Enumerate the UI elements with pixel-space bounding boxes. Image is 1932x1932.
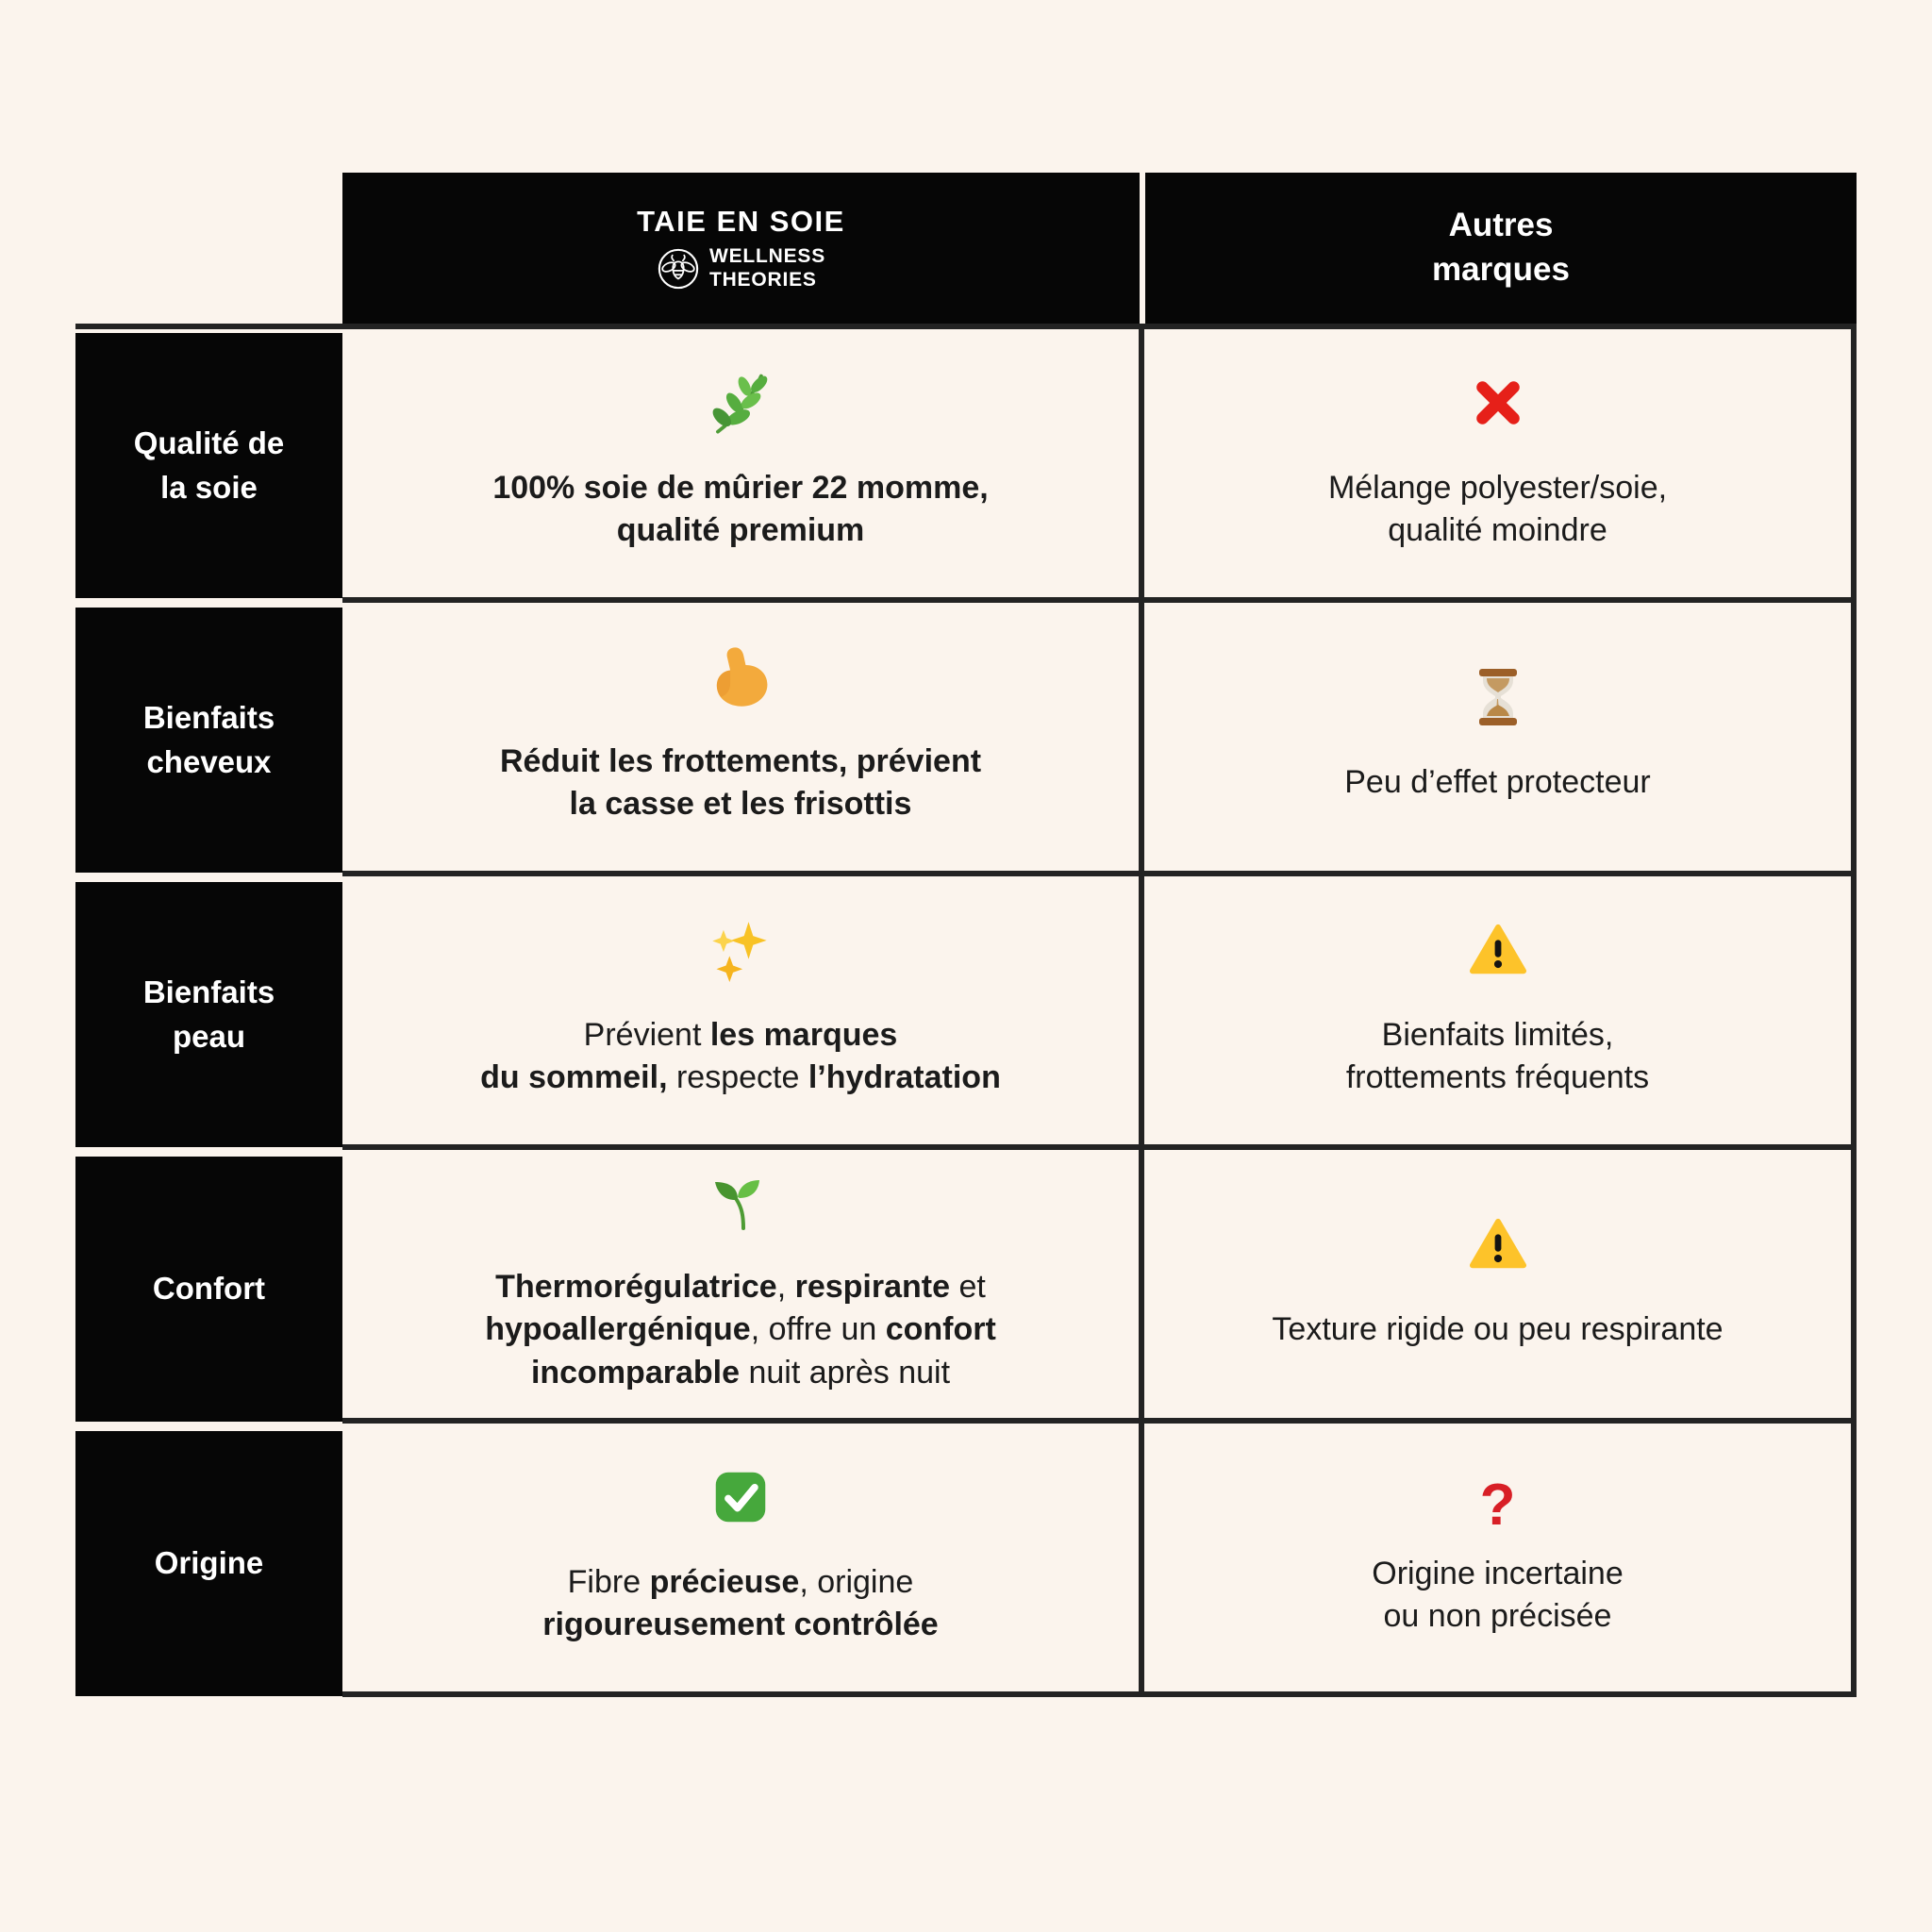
header-spacer — [75, 173, 342, 324]
check-mark-button-icon — [712, 1463, 769, 1531]
cell-text: Mélange polyester/soie, qualité moindre — [1327, 469, 1668, 548]
flexed-biceps-icon — [708, 642, 774, 710]
cell-text: Texture rigide ou peu respirante — [1272, 1311, 1724, 1348]
row-label-qualite-de-la-soie: Qualité de la soie — [75, 333, 342, 598]
warning-icon — [1469, 916, 1527, 984]
row-label-bienfaits-peau: Bienfaits peau — [75, 882, 342, 1147]
herb-icon — [708, 369, 774, 437]
comparison-table — [75, 173, 1857, 1697]
row-label-confort: Confort — [75, 1157, 342, 1422]
seedling-icon — [710, 1168, 771, 1236]
other-header-line-1: Autres — [1448, 207, 1554, 244]
cell-text: Thermorégulatrice, respirante et hypoallergénique, offre un confort incomparable nuit après nuit — [485, 1269, 996, 1391]
content-grid — [342, 329, 1857, 1697]
brand-wordmark — [709, 245, 825, 291]
cell-text: 100% soie de mûrier 22 momme, qualité premium — [492, 469, 989, 548]
brand-title: TAIE EN SOIE — [637, 205, 845, 239]
red-question-mark-icon — [1480, 1472, 1516, 1540]
cell-text: Origine incertaine ou non précisée — [1372, 1555, 1624, 1634]
cell-peau-brand — [342, 876, 1144, 1150]
brand-logo-row — [657, 245, 825, 291]
wordmark-line-2: THEORIES — [708, 268, 817, 291]
cell-confort-others — [1144, 1150, 1857, 1424]
row-label-origine: Origine — [75, 1431, 342, 1696]
row-label-column — [75, 329, 342, 1697]
cell-text: Fibre précieuse, origine rigoureusement contrôlée — [542, 1563, 939, 1642]
brand-column-header — [342, 173, 1140, 324]
cell-peau-others — [1144, 876, 1857, 1150]
warning-icon — [1469, 1210, 1527, 1278]
table-body — [75, 324, 1857, 1697]
cell-text: Bienfaits limités, frottements fréquents — [1345, 1016, 1650, 1095]
row-label-bienfaits-cheveux: Bienfaits cheveux — [75, 608, 342, 873]
cell-origine-brand — [342, 1424, 1144, 1697]
cell-qualite-brand — [342, 329, 1144, 603]
cell-text: Réduit les frottements, prévient la casse et les frisottis — [499, 742, 982, 822]
cell-qualite-others — [1144, 329, 1857, 603]
question-mark-glyph: ? — [1479, 1472, 1516, 1538]
hourglass-icon — [1468, 663, 1528, 731]
cross-mark-icon — [1469, 369, 1527, 437]
cell-origine-others — [1144, 1424, 1857, 1697]
cell-cheveux-brand — [342, 603, 1144, 876]
cell-text: Prévient les marques du sommeil, respecte l’hydratation — [480, 1016, 1001, 1095]
cell-text: Peu d’effet protecteur — [1344, 764, 1651, 801]
bee-logo-icon — [657, 247, 700, 291]
header-row — [75, 173, 1857, 324]
other-header-line-2: marques — [1432, 251, 1570, 288]
cell-cheveux-others — [1144, 603, 1857, 876]
cell-confort-brand — [342, 1150, 1144, 1424]
sparkles-icon — [708, 916, 773, 984]
other-brands-column-header — [1145, 173, 1857, 324]
wordmark-line-1: WELLNESS — [708, 245, 826, 268]
